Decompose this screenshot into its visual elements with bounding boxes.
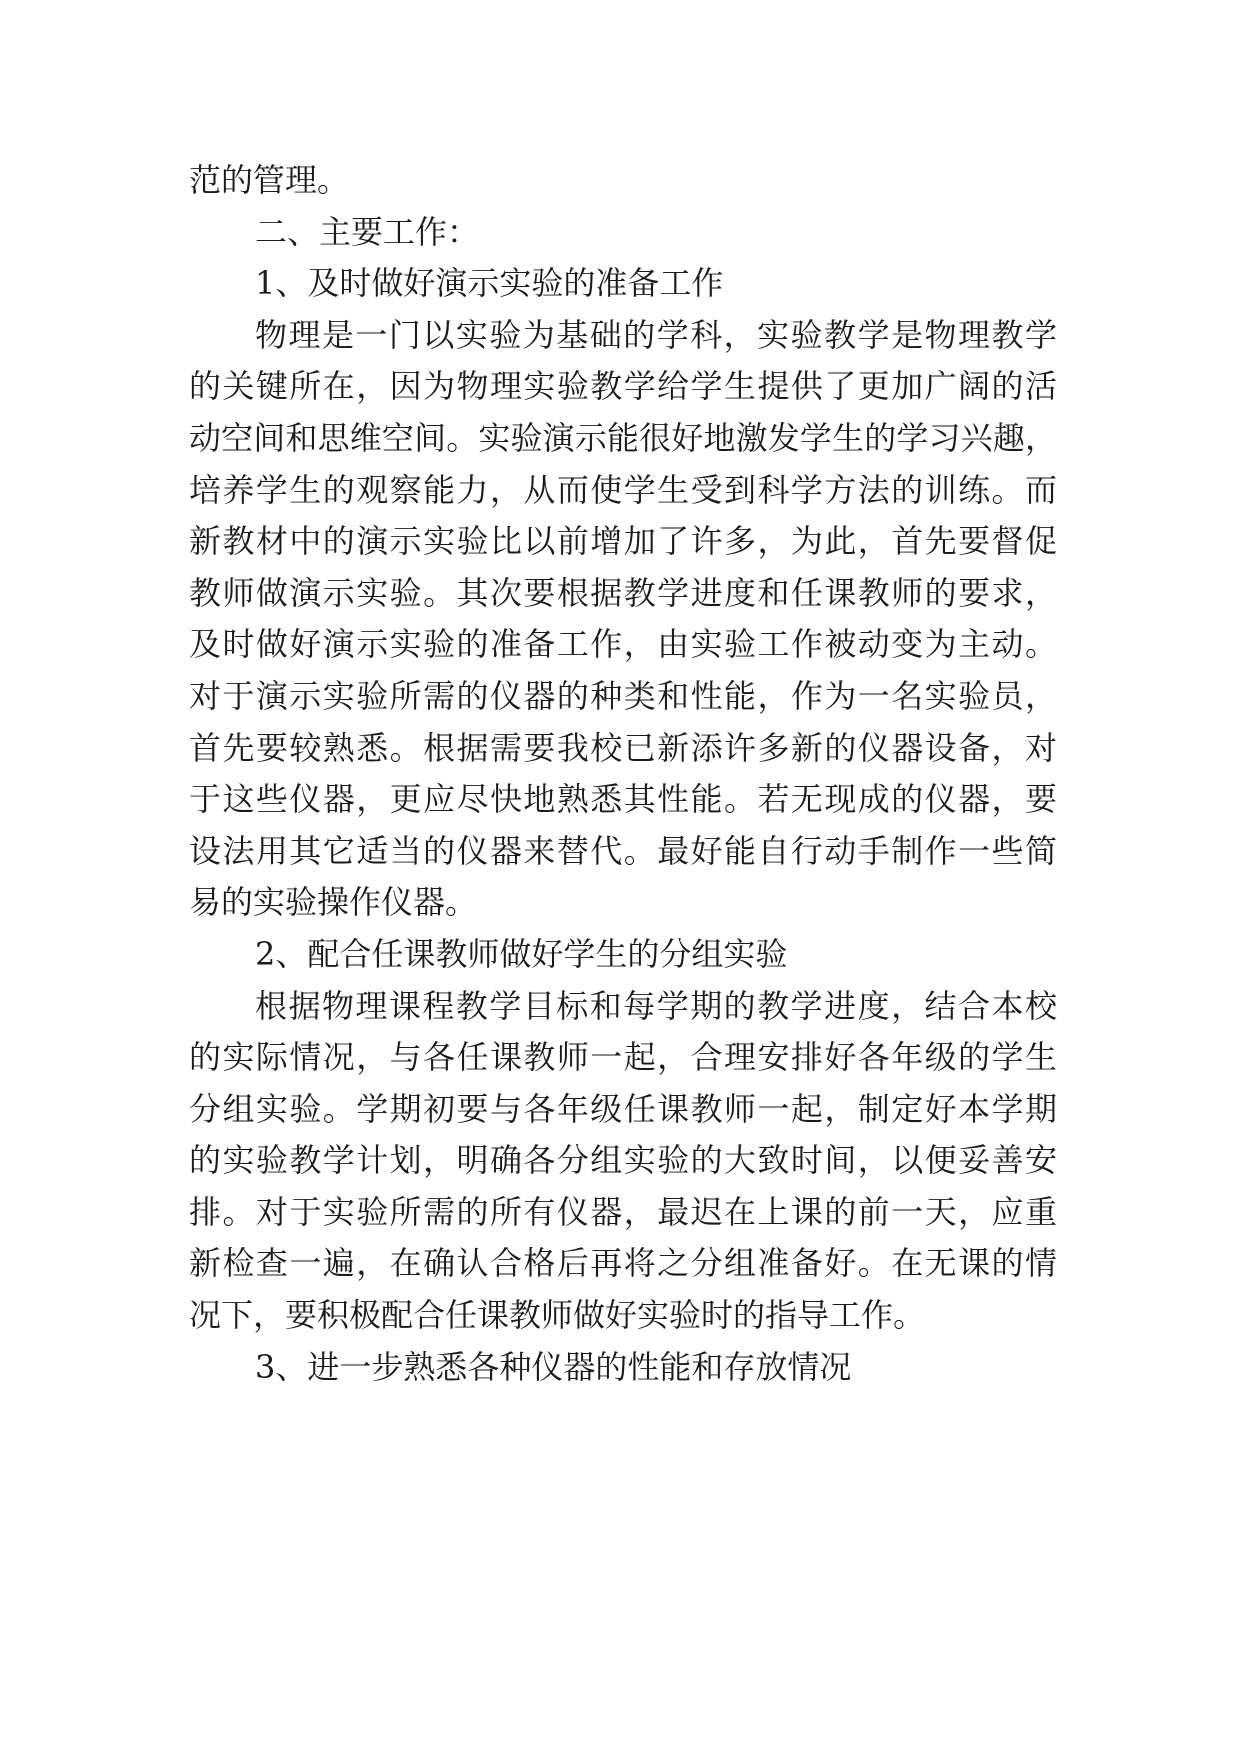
text-line: 于这些仪器，更应尽快地熟悉其性能。若无现成的仪器，要 bbox=[189, 780, 1057, 819]
text-line: 物理是一门以实验为基础的学科，实验教学是物理教学 bbox=[255, 315, 1057, 354]
text-line: 及时做好演示实验的准备工作，由实验工作被动变为主动。 bbox=[189, 625, 1057, 664]
text-line: 范的管理。 bbox=[189, 161, 350, 199]
document-body bbox=[189, 155, 1057, 1393]
subsection-heading: 1、及时做好演示实验的准备工作 bbox=[255, 264, 724, 303]
subsection-heading: 2、配合任课教师做好学生的分组实验 bbox=[255, 934, 788, 973]
text-line: 排。对于实验所需的所有仪器，最迟在上课的前一天，应重 bbox=[189, 1192, 1057, 1231]
text-line: 首先要较熟悉。根据需要我校已新添许多新的仪器设备，对 bbox=[189, 728, 1057, 767]
text-line: 的实际情况，与各任课教师一起，合理安排好各年级的学生 bbox=[189, 1038, 1057, 1077]
section-heading: 二、主要工作： bbox=[255, 212, 480, 251]
text-line: 的关键所在，因为物理实验教学给学生提供了更加广阔的活 bbox=[189, 367, 1057, 406]
text-line: 动空间和思维空间。实验演示能很好地激发学生的学习兴趣， bbox=[189, 418, 1057, 457]
text-line: 新检查一遍，在确认合格后再将之分组准备好。在无课的情 bbox=[189, 1244, 1057, 1283]
subsection-heading: 3、进一步熟悉各种仪器的性能和存放情况 bbox=[255, 1347, 852, 1386]
text-line: 设法用其它适当的仪器来替代。最好能自行动手制作一些简 bbox=[189, 831, 1057, 870]
text-line: 根据物理课程教学目标和每学期的教学进度，结合本校 bbox=[255, 986, 1057, 1025]
text-line: 分组实验。学期初要与各年级任课教师一起，制定好本学期 bbox=[189, 1089, 1057, 1128]
text-line: 新教材中的演示实验比以前增加了许多，为此，首先要督促 bbox=[189, 522, 1057, 561]
text-line: 的实验教学计划，明确各分组实验的大致时间，以便妥善安 bbox=[189, 1141, 1057, 1180]
text-line: 培养学生的观察能力，从而使学生受到科学方法的训练。而 bbox=[189, 470, 1057, 509]
text-line: 教师做演示实验。其次要根据教学进度和任课教师的要求， bbox=[189, 573, 1057, 612]
text-line: 对于演示实验所需的仪器的种类和性能，作为一名实验员， bbox=[189, 676, 1057, 715]
text-line: 易的实验操作仪器。 bbox=[189, 883, 478, 922]
text-line: 况下，要积极配合任课教师做好实验时的指导工作。 bbox=[189, 1296, 926, 1335]
